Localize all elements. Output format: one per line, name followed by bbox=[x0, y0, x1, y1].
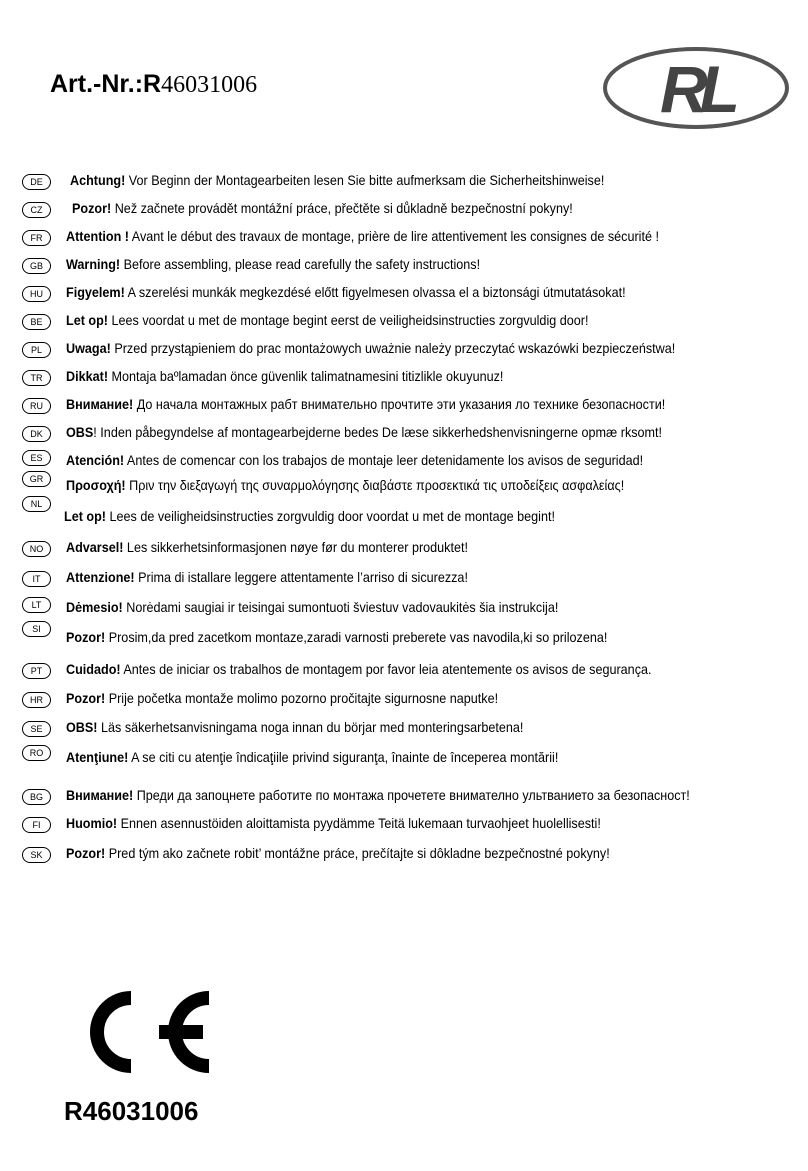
warning-row bbox=[0, 394, 808, 418]
language-code-badge: PT bbox=[22, 663, 51, 679]
warning-label: Atención! bbox=[66, 452, 125, 468]
warning-text: Antes de iniciar os trabalhos de montagem por favor leia atentemente os avisos de segurança. bbox=[120, 661, 652, 677]
warning-message bbox=[66, 567, 468, 587]
warning-label: Pozor! bbox=[66, 629, 106, 645]
language-code-badge: RU bbox=[22, 398, 51, 414]
warning-message bbox=[66, 717, 523, 737]
warning-label: Pozor! bbox=[66, 845, 106, 861]
warning-row bbox=[0, 785, 808, 809]
language-code-badge: GB bbox=[22, 258, 51, 274]
warning-row bbox=[0, 338, 808, 362]
warning-text: Ennen asennustöiden aloittamista pyydämme Teitä lukemaan turvaohjeet huolellisesti! bbox=[117, 815, 601, 831]
warning-label: Advarsel! bbox=[66, 539, 124, 555]
warning-label: Figyelem! bbox=[66, 284, 125, 300]
warning-label: Huomio! bbox=[66, 815, 118, 831]
warning-label: Pozor! bbox=[72, 200, 112, 216]
warning-message bbox=[66, 254, 480, 274]
warning-text: Πριν την διεξαγωγή της συναρμολόγησης διαβάστε προσεκτικά τις υποδείξεις ασφαλείας! bbox=[125, 477, 625, 493]
language-code-badge: SK bbox=[22, 847, 51, 863]
warning-text: Lees voordat u met de montage begint eerst de veiligheidsinstructies zorgvuldig door! bbox=[107, 312, 589, 328]
warning-text: Montaja baºlamadan önce güvenlik talimatnamesini titizlikle okuyunuz! bbox=[108, 368, 504, 384]
warning-label: Let op! bbox=[64, 508, 106, 524]
warning-row bbox=[0, 624, 808, 651]
language-code-badge: ES bbox=[22, 450, 51, 466]
warning-message bbox=[66, 310, 588, 330]
language-code-badge: NO bbox=[22, 541, 51, 557]
warning-row bbox=[0, 747, 808, 771]
rl-logo-text: RL bbox=[660, 52, 732, 126]
warning-message bbox=[66, 785, 690, 805]
product-code: R46031006 bbox=[64, 1096, 199, 1126]
language-code-badge: LT bbox=[22, 597, 51, 613]
language-code-badge: SE bbox=[22, 721, 51, 737]
warning-label: Внимание! bbox=[66, 396, 134, 412]
language-code-badge: CZ bbox=[22, 202, 51, 218]
warning-row bbox=[0, 659, 808, 683]
warning-text: Prosim,da pred zacetkom montaze,zaradi varnosti preberete vas navodila,ki so prilozena! bbox=[105, 629, 608, 645]
warning-message bbox=[66, 537, 468, 557]
article-prefix: Art.-Nr.:R bbox=[50, 70, 162, 98]
warning-message bbox=[66, 597, 558, 617]
ce-mark bbox=[67, 990, 215, 1074]
warning-label: OBS! bbox=[66, 719, 98, 735]
warning-row bbox=[0, 843, 808, 867]
warning-row bbox=[0, 475, 808, 499]
warning-text: Antes de comencar con los trabajos de montaje leer detenidamente los avisos de seguridad! bbox=[124, 452, 644, 468]
warning-text: Než začnete provádět montážní práce, přečtěte si důkladně bezpečnostní pokyny! bbox=[111, 200, 573, 216]
warning-row bbox=[0, 170, 808, 194]
warning-row bbox=[0, 567, 808, 591]
warning-text: До начала монтажных рабт внимательно прочтите эти указания ло технике безопасности! bbox=[133, 396, 666, 412]
language-code-badge: FI bbox=[22, 817, 51, 833]
language-code-badge: RO bbox=[22, 745, 51, 761]
language-code-badge: DK bbox=[22, 426, 51, 442]
language-code-badge: FR bbox=[22, 230, 51, 246]
language-code-badge: GR bbox=[22, 471, 51, 487]
language-code-badge: PL bbox=[22, 342, 51, 358]
warning-row bbox=[0, 226, 808, 250]
warning-label: Achtung! bbox=[70, 172, 126, 188]
warning-label: Dėmesio! bbox=[66, 599, 123, 615]
warning-text: Avant le début des travaux de montage, prière de lire attentivement les consignes de sécurité ! bbox=[128, 228, 659, 244]
warning-message bbox=[66, 366, 503, 386]
language-code-badge: DE bbox=[22, 174, 51, 190]
warning-row bbox=[0, 537, 808, 561]
warning-message bbox=[66, 282, 626, 302]
warning-label: Pozor! bbox=[66, 690, 106, 706]
warning-row bbox=[0, 450, 808, 474]
warning-message bbox=[66, 450, 643, 470]
warning-message bbox=[66, 338, 675, 358]
warning-row bbox=[0, 282, 808, 306]
warning-message bbox=[66, 659, 652, 679]
warning-row bbox=[0, 422, 808, 446]
language-code-badge: TR bbox=[22, 370, 51, 386]
article-digits: 46031006 bbox=[161, 72, 258, 98]
warning-row bbox=[0, 198, 808, 222]
warning-text: A se citi cu atenţie îndicaţiile privind siguranţa, înainte de începerea montării! bbox=[128, 749, 559, 765]
warning-label: OBS bbox=[66, 424, 94, 440]
warning-message bbox=[66, 394, 665, 414]
warning-text: ! Inden påbegyndelse af montagearbejderne bedes De læse sikkerhedshenvisningerne opmæ rksomt! bbox=[93, 424, 663, 440]
language-code-badge: HU bbox=[22, 286, 51, 302]
warning-text: Pred tým ako začnete robit’ montážne práce, prečítajte si dôkladne bezpečnostné pokyny! bbox=[105, 845, 610, 861]
warning-label: Cuidado! bbox=[66, 661, 121, 677]
warning-label: Atenţiune! bbox=[66, 749, 129, 765]
warning-row bbox=[0, 813, 808, 837]
warning-text: Vor Beginn der Montagearbeiten lesen Sie bitte aufmerksam die Sicherheitshinweise! bbox=[125, 172, 605, 188]
warning-row bbox=[0, 688, 808, 712]
warning-message bbox=[66, 475, 624, 495]
warning-message bbox=[66, 422, 662, 442]
language-code-badge: IT bbox=[22, 571, 51, 587]
warning-row bbox=[0, 597, 808, 621]
warning-text: Prije početka montaže molimo pozorno pročitajte sigurnosne naputke! bbox=[105, 690, 499, 706]
warning-text: Przed przystąpieniem do prac montażowych uważnie należy przeczytać wskazówki bezpieczeństwa! bbox=[110, 340, 676, 356]
warning-message bbox=[66, 813, 601, 833]
warning-row bbox=[0, 499, 808, 530]
warning-row bbox=[0, 310, 808, 334]
language-code-badge: NL bbox=[22, 496, 51, 512]
language-code-badge: HR bbox=[22, 692, 51, 708]
warning-label: Dikkat! bbox=[66, 368, 109, 384]
warning-row bbox=[0, 366, 808, 390]
warning-label: Attention ! bbox=[66, 228, 129, 244]
warning-label: Uwaga! bbox=[66, 340, 111, 356]
warning-label: Внимание! bbox=[66, 787, 134, 803]
language-code-badge: SI bbox=[22, 621, 51, 637]
warning-row bbox=[0, 254, 808, 278]
warning-message bbox=[64, 506, 555, 526]
warning-message bbox=[66, 747, 558, 767]
warning-label: Προσοχή! bbox=[66, 477, 126, 493]
warning-message bbox=[72, 198, 573, 218]
warning-text: Norėdami saugiai ir teisingai sumontuoti šviestuv vadovaukitės šia instrukcija! bbox=[122, 599, 559, 615]
warning-label: Warning! bbox=[66, 256, 121, 272]
language-code-badge: BG bbox=[22, 789, 51, 805]
warning-text: Les sikkerhetsinformasjonen nøye før du monterer produktet! bbox=[123, 539, 468, 555]
warning-text: A szerelési munkák megkezdésé előtt figyelmesen olvassa el a biztonsági útmutatásokat! bbox=[124, 284, 626, 300]
warning-label: Attenzione! bbox=[66, 569, 135, 585]
warning-message bbox=[70, 170, 604, 190]
warning-message bbox=[66, 226, 659, 246]
warning-text: Before assembling, please read carefully the safety instructions! bbox=[120, 256, 481, 272]
warning-message bbox=[66, 843, 610, 863]
warning-text: Lees de veiligheidsinstructies zorgvuldig door voordat u met de montage begint! bbox=[105, 508, 555, 524]
warning-row bbox=[0, 717, 808, 741]
warning-text: Läs säkerhetsanvisningama noga innan du börjar med monteringsarbetena! bbox=[97, 719, 524, 735]
warning-text: Преди да запоцнете работите по монтажа прочетете внимателно ультванието за безопасност! bbox=[133, 787, 690, 803]
language-code-badge: BE bbox=[22, 314, 51, 330]
warning-text: Prima di istallare leggere attentamente l’arriso di sicurezza! bbox=[134, 569, 468, 585]
warning-message bbox=[66, 627, 607, 647]
warning-label: Let op! bbox=[66, 312, 108, 328]
warning-message bbox=[66, 688, 498, 708]
